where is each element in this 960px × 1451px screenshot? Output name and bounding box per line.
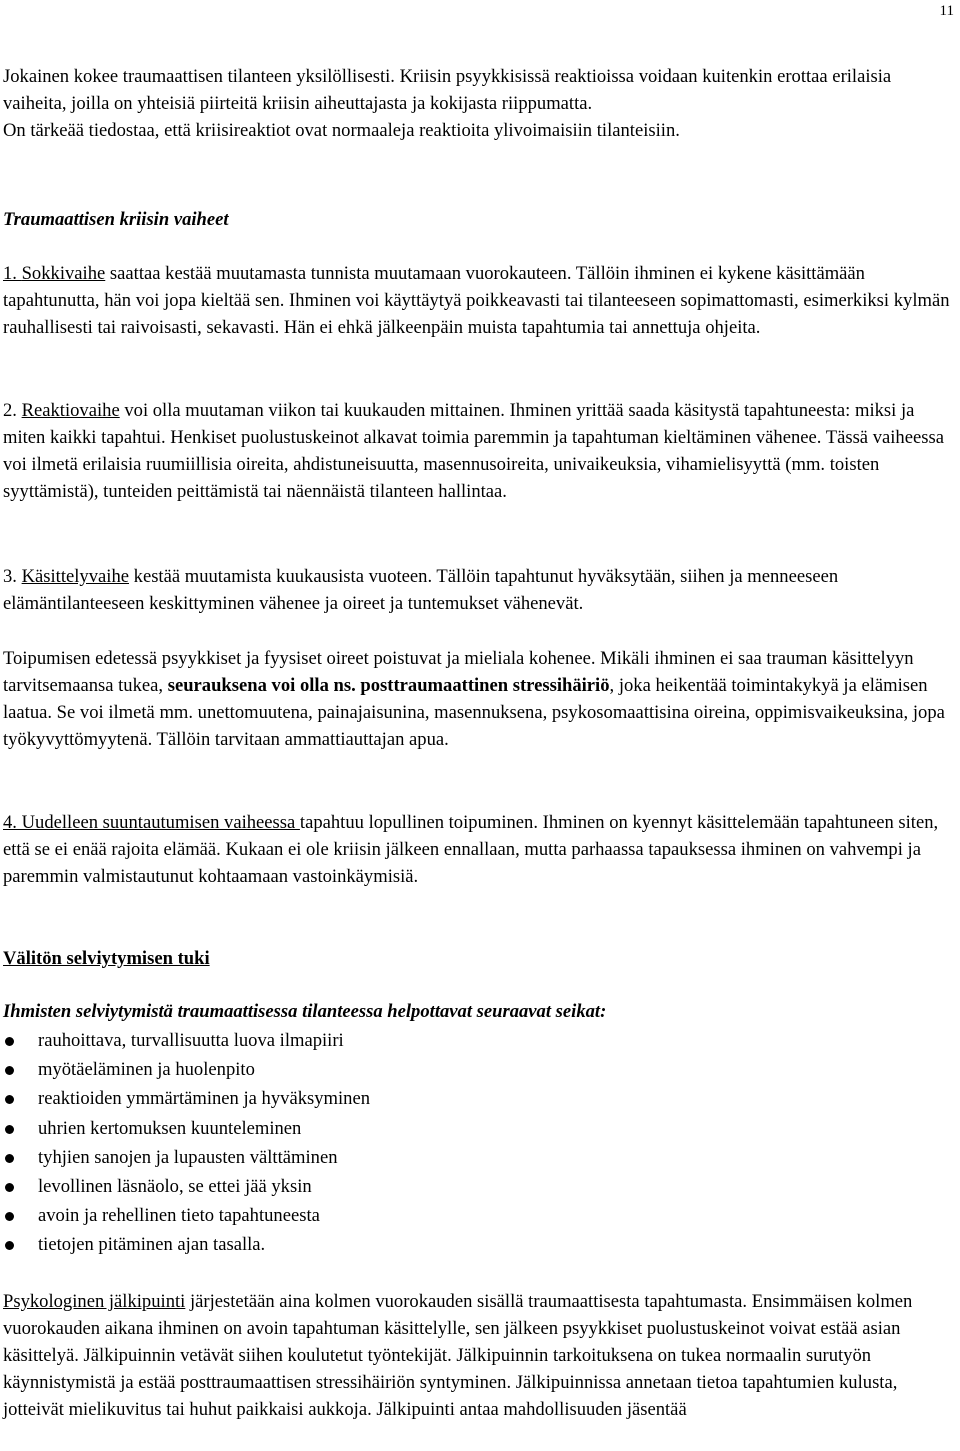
phase-1-paragraph	[3, 260, 957, 341]
bullet-icon	[5, 1095, 14, 1104]
debriefing-section	[3, 1288, 957, 1423]
list-item-text: myötäeläminen ja huolenpito	[38, 1059, 255, 1081]
list-item-text: rauhoittava, turvallisuutta luova ilmapiiri	[38, 1030, 344, 1051]
phase-1	[3, 260, 957, 341]
list-item	[3, 1201, 957, 1230]
list-item	[3, 1026, 957, 1055]
debriefing-term: Psykologinen jälkipuinti	[3, 1291, 186, 1312]
list-item-text: reaktioiden ymmärtäminen ja hyväksyminen	[38, 1088, 371, 1110]
phase-4-paragraph	[3, 809, 957, 890]
phase-4-text: tapahtuu lopullinen toipuminen. Ihminen on kyennyt käsittelemään tapahtuneen siten, että se ei enää rajoita elämää. Kukaan ei ole kriisin jälkeen ennallaan, mutta parhaassa tapauksessa ihminen on vahvempi ja paremmin valmistautunut kohtaamaan vastoinkäymisiä.	[3, 812, 939, 887]
intro-paragraph-1: Jokainen kokee traumaattisen tilanteen yksilöllisesti. Kriisin psyykkisissä reaktioissa voidaan kuitenkin erottaa erilaisia vaiheita, joilla on yhteisiä piirteitä kriisin aiheuttajasta ja kokijasta riippumatta.	[3, 66, 892, 114]
intro-paragraph-2: On tärkeää tiedostaa, että kriisireaktiot ovat normaaleja reaktioita ylivoimaisiin tilanteisiin.	[3, 120, 680, 141]
phase-2-name: Reaktiovaihe	[21, 400, 120, 421]
support-list	[3, 1026, 957, 1260]
list-item	[3, 1055, 957, 1084]
phase-4	[3, 809, 957, 890]
list-item-text: avoin ja rehellinen tieto tapahtuneesta	[38, 1205, 320, 1227]
phase-1-name: Sokkivaihe	[21, 263, 106, 284]
bullet-icon	[5, 1183, 14, 1192]
phase-1-text: saattaa kestää muutamasta tunnista muutamaan vuorokauteen. Tällöin ihminen ei kykene käsittämään tapahtunutta, hän voi jopa kieltää sen. Ihminen voi käyttäytyä poikkeavasti tai tilanteeseen sopimattomasti, esimerkiksi kylmän rauhallisesti tai raivoisasti, sekavasti. Hän ei ehkä jälkeenpäin muista tapahtumia tai annettuja ohjeita.	[3, 263, 950, 338]
bullet-icon	[5, 1037, 14, 1046]
list-item-text: uhrien kertomuksen kuunteleminen	[38, 1117, 302, 1139]
list-item-text: tietojen pitäminen ajan tasalla.	[38, 1234, 266, 1256]
bullet-icon	[5, 1125, 14, 1134]
support-heading: Välitön selviytymisen tuki	[3, 948, 210, 969]
intro-section	[3, 63, 957, 144]
phase-3-name: Käsittelyvaihe	[21, 566, 129, 587]
bullet-icon	[5, 1212, 14, 1221]
phase-3	[3, 563, 957, 617]
bullet-icon	[5, 1154, 14, 1163]
support-heading-block	[3, 945, 957, 972]
list-item	[3, 1143, 957, 1172]
debriefing-paragraph	[3, 1288, 957, 1423]
phase-3-paragraph	[3, 563, 957, 617]
phase-2-text: voi olla muutaman viikon tai kuukauden mittainen. Ihminen yrittää saada käsitystä tapahtuneesta: miksi ja miten kaikki tapahtui. Henkiset puolustuskeinot alkavat toimia paremmin ja tapahtuman kieltäminen vähenee. Tässä vaiheessa voi ilmetä erilaisia ruumiillisia oireita, ahdistuneisuutta, masennusoireita, univaikeuksia, vihamielisyyttä (mm. toisten syyttämistä), tunteiden peittämistä tai näennäistä tilanteen hallintaa.	[3, 400, 944, 502]
support-subheading: Ihmisten selviytymistä traumaattisessa tilanteessa helpottavat seuraavat seikat:	[3, 1001, 607, 1022]
list-item	[3, 1172, 957, 1201]
phase-4-name: 4. Uudelleen suuntautumisen vaiheessa	[3, 812, 300, 833]
list-item	[3, 1230, 957, 1259]
list-item	[3, 1114, 957, 1143]
phase-3-number: 3.	[3, 566, 22, 587]
list-item	[3, 1084, 957, 1113]
support-subheading-block	[3, 998, 957, 1025]
list-item-text: levollinen läsnäolo, se ettei jää yksin	[38, 1175, 312, 1197]
recovery-text-1: Toipumisen edetessä psyykkiset ja fyysiset oireet poistuvat ja mieliala kohenee. Mikäli ihminen ei saa trauman käsittelyyn tarvitsemaansa tukea,	[3, 648, 914, 696]
recovery-paragraph	[3, 645, 957, 753]
document-page	[3, 0, 957, 1451]
bullet-icon	[5, 1241, 14, 1250]
phases-heading: Traumaattisen kriisin vaiheet	[3, 209, 229, 230]
phase-3-text: kestää muutamista kuukausista vuoteen. Tällöin tapahtunut hyväksytään, siihen ja menneeseen elämäntilanteeseen keskittyminen vähenee ja oireet ja tuntemukset vähenevät.	[3, 566, 839, 614]
debriefing-text: järjestetään aina kolmen vuorokauden sisällä traumaattisesta tapahtumasta. Ensimmäisen kolmen vuorokauden aikana ihminen on avoin tapahtuman käsittelylle, sen jälkeen psyykkiset puolustuskeinot voivat estää asian käsittelyä. Jälkipuinnin vetävät siihen koulutetut työntekijät. Jälkipuinnin tarkoituksena on tukea normaalin surutyön käynnistymistä ja estää posttraumaattisen stressihäiriön syntyminen. Jälkipuinnissa annetaan tietoa tapahtumien kulusta, jotteivät mielikuvitus tai huhut paikkaisi aukkoja. Jälkipuinti antaa mahdollisuuden jäsentää	[3, 1291, 913, 1420]
recovery-section	[3, 645, 957, 753]
support-list-block	[3, 1026, 957, 1260]
page-number: 11	[939, 3, 954, 19]
phases-heading-block	[3, 206, 957, 233]
phase-2	[3, 397, 957, 505]
phase-2-paragraph	[3, 397, 957, 505]
phase-2-number: 2.	[3, 400, 22, 421]
list-item-text: tyhjien sanojen ja lupausten välttäminen	[38, 1146, 338, 1168]
phase-1-number: 1.	[3, 263, 22, 284]
recovery-text-2: , joka heikentää toimintakykyä ja elämisen laatua. Se voi ilmetä mm. unettomuutena, painajaisunina, masennuksena, psykosomaattisina oireina, oppimisvaikeuksina, jopa työkyvyttömyytenä. Tällöin tarvitaan ammattiauttajan apua.	[3, 675, 945, 750]
recovery-bold: seurauksena voi olla ns. posttraumaattinen stressihäiriö	[167, 675, 610, 696]
bullet-icon	[5, 1066, 14, 1075]
